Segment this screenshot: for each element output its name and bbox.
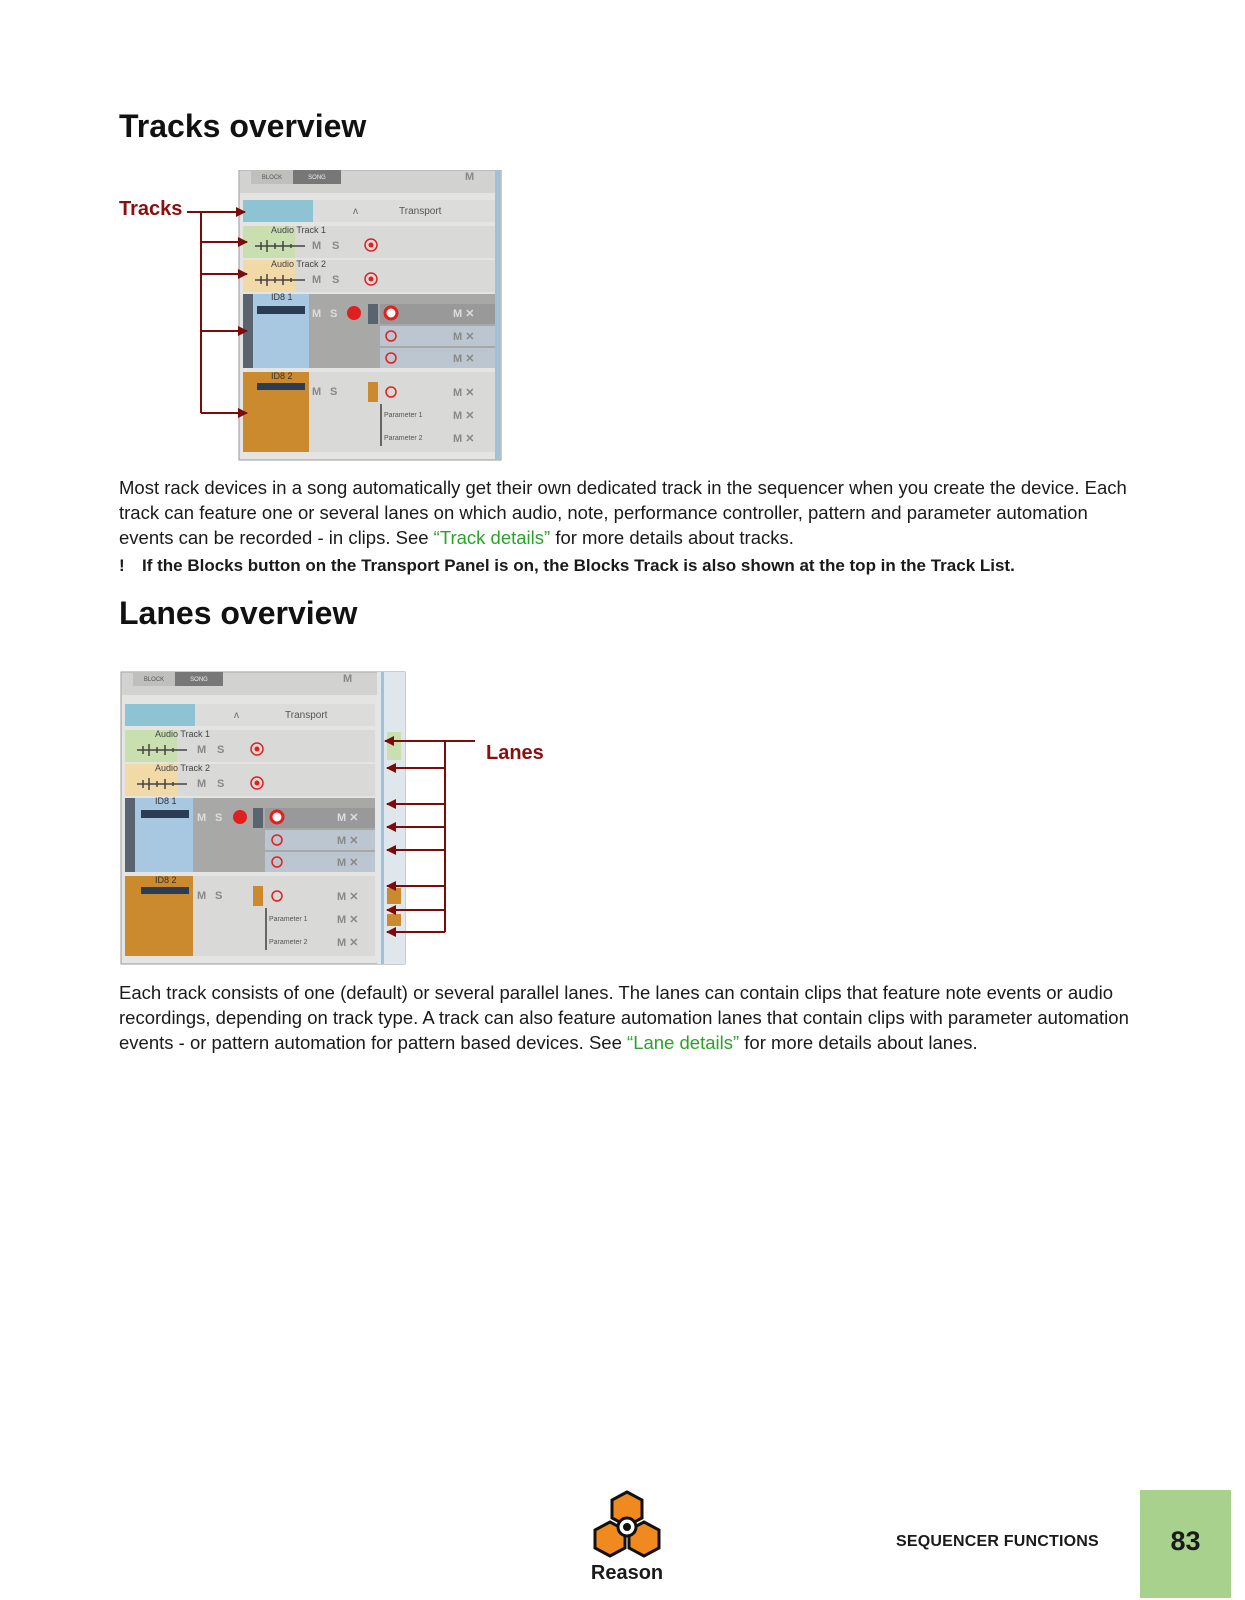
footer-section-title: SEQUENCER FUNCTIONS — [896, 1533, 1099, 1550]
transport-track-name: Transport — [399, 206, 442, 217]
svg-text:M: M — [312, 308, 322, 320]
song-tab-label: SONG — [308, 175, 326, 181]
lanes-paragraph-tail: for more details about lanes. — [739, 1032, 978, 1053]
svg-text:ᴧ: ᴧ — [353, 206, 358, 217]
svg-text:S: S — [332, 274, 340, 286]
id8-1-name: ID8 1 — [271, 292, 293, 302]
block-tab-label: BLOCK — [261, 175, 283, 181]
parameter-1-lane-name: Parameter 1 — [384, 412, 423, 419]
audio-track-2-name-2: Audio Track 2 — [155, 763, 211, 773]
reason-logo-icon — [590, 1490, 664, 1564]
svg-text:S: S — [215, 812, 223, 824]
lanes-screenshot — [119, 670, 559, 970]
lanes-paragraph-text: Each track consists of one (default) or several parallel lanes. The lanes can contain clips that feature note events or audio recordings, depending on track type. A track can also feature automation lanes that contain clips with parameter automation events - or pattern automation for pattern based devices. See — [119, 982, 1129, 1053]
svg-text:M ✕: M ✕ — [337, 891, 359, 903]
svg-text:M: M — [312, 274, 322, 286]
svg-text:S: S — [215, 890, 223, 902]
solo-button[interactable]: S — [332, 240, 340, 252]
parameter-2-lane-name: Parameter 2 — [384, 435, 423, 442]
tracks-callout-label: Tracks — [119, 198, 183, 220]
id8-1-name-2: ID8 1 — [155, 796, 177, 806]
transport-track-color — [243, 200, 313, 222]
svg-text:M ✕: M ✕ — [453, 331, 475, 343]
master-label: M — [465, 171, 475, 183]
lanes-overview-heading: Lanes overview — [119, 595, 358, 631]
tracks-overview-heading: Tracks overview — [119, 108, 367, 144]
transport-track-name-2: Transport — [285, 710, 328, 721]
master-label-2: M — [343, 673, 353, 685]
id8-2-name-2: ID8 2 — [155, 875, 177, 885]
tracks-overview-paragraph — [119, 475, 1129, 550]
svg-text:M ✕: M ✕ — [337, 857, 359, 869]
svg-text:S: S — [330, 308, 338, 320]
audio-track-1-name: Audio Track 1 — [271, 225, 327, 235]
tracks-paragraph-tail: for more details about tracks. — [550, 527, 794, 548]
note-marker: ! — [119, 556, 125, 575]
svg-text:M ✕: M ✕ — [337, 835, 359, 847]
parameter-2-lane-name-2: Parameter 2 — [269, 939, 308, 946]
parameter-1-lane-name-2: Parameter 1 — [269, 916, 308, 923]
lanes-callout-label: Lanes — [486, 742, 544, 764]
blocks-note — [119, 556, 1015, 576]
svg-text:M ✕: M ✕ — [337, 914, 359, 926]
lanes-overview-paragraph — [119, 980, 1129, 1055]
audio-track-1-name-2: Audio Track 1 — [155, 729, 211, 739]
svg-text:M: M — [197, 744, 207, 756]
tracks-paragraph-text: Most rack devices in a song automatically get their own dedicated track in the sequencer when you create the device. Each track can feature one or several lanes on which audio, note, performance controller, pattern and parameter automation events can be recorded - in clips. See — [119, 477, 1127, 548]
svg-text:M ✕: M ✕ — [453, 433, 475, 445]
svg-text:S: S — [330, 386, 338, 398]
block-tab-2-label: BLOCK — [143, 677, 165, 683]
svg-text:S: S — [217, 744, 225, 756]
svg-text:M ✕: M ✕ — [453, 353, 475, 365]
page-number: 83 — [1170, 1526, 1201, 1556]
svg-text:M ✕: M ✕ — [337, 812, 359, 824]
svg-text:M: M — [312, 386, 322, 398]
svg-text:M: M — [197, 812, 207, 824]
svg-text:M ✕: M ✕ — [337, 937, 359, 949]
svg-text:M ✕: M ✕ — [453, 308, 475, 320]
svg-text:M ✕: M ✕ — [453, 387, 475, 399]
reason-logo-text: Reason — [590, 1562, 664, 1584]
mute-button[interactable]: M — [312, 240, 322, 252]
audio-track-2-name: Audio Track 2 — [271, 259, 327, 269]
svg-text:S: S — [217, 778, 225, 790]
song-tab-2-label: SONG — [190, 677, 208, 683]
svg-text:M: M — [197, 890, 207, 902]
svg-text:M: M — [197, 778, 207, 790]
page-number-box — [1140, 1490, 1231, 1598]
lane-details-link[interactable]: “Lane details” — [627, 1032, 740, 1053]
svg-text:ᴧ: ᴧ — [234, 710, 239, 721]
id8-2-name: ID8 2 — [271, 371, 293, 381]
tracks-screenshot — [185, 170, 510, 462]
track-details-link[interactable]: “Track details” — [433, 527, 551, 548]
svg-text:M ✕: M ✕ — [453, 410, 475, 422]
note-text: If the Blocks button on the Transport Panel is on, the Blocks Track is also shown at the top in the Track List. — [142, 556, 1015, 575]
tracks-callout-arrows — [187, 212, 247, 413]
